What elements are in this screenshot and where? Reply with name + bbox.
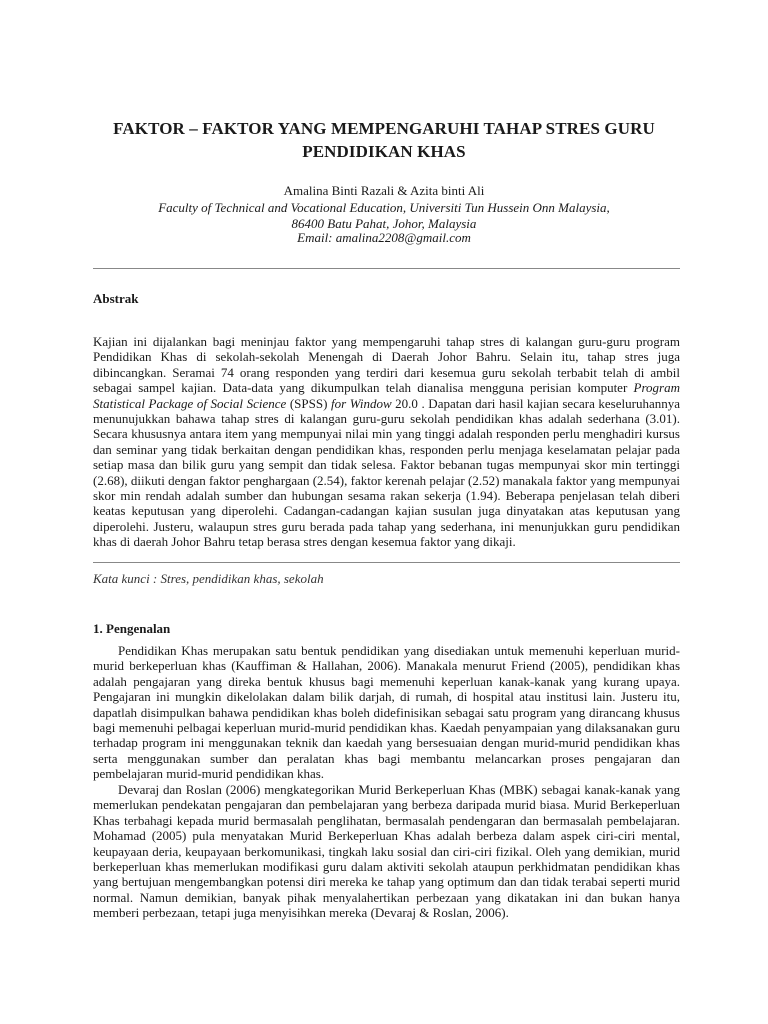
keywords: Kata kunci : Stres, pendidikan khas, sekolah: [93, 571, 324, 586]
abstract-spss-abbrev: (SPSS): [286, 395, 331, 411]
abstract-text-part-2: 20.0 . Dapatan dari hasil kajian secara keseluruhannya menunujukkan bahawa tahap stres di kalangan guru-guru sekolah pendidikan khas adalah sederhana (3.01). Secara khususnya antara item yang mempunyai nilai min yang tinggi adalah responden perlu menghadiri kursus dan seminar yang tidak berkaitan dengan pendidikan khas, responden perlu menjaga keselamatan pelajar pada setiap masa dan bilik guru yang sempit dan tidak selesa. Faktor bebanan tugas mempunyai skor min tertinggi (2.68), diikuti dengan faktor penghargaan (2.54), faktor kerenah pelajar (2.52) manakala faktor yang mempunyai skor min rendah adalah sumber dan hubungan sesama rakan sekerja (1.94). Beberapa penjelasan telah diberi keatas keputusan yang diperolehi. Cadangan-cadangan kajian susulan juga dinyatakan atas keputusan yang diperolehi. Justeru, walaupun stres guru berada pada tahap yang sederhana, ini menunjukkan guru pendidikan khas di daerah Johor Bahru tetap berasa stres dengan kesemua faktor yang dikaji.: [93, 395, 680, 550]
abstract-heading: Abstrak: [93, 291, 139, 306]
affiliation-line-2: 86400 Batu Pahat, Johor, Malaysia: [291, 216, 477, 231]
abstract-text: [93, 334, 680, 550]
section-heading-pengenalan: 1. Pengenalan: [93, 621, 171, 636]
body-paragraph-1: Pendidikan Khas merupakan satu bentuk pendidikan yang disediakan untuk memenuhi keperluan murid-murid berkeperluan khas (Kauffiman & Hallahan, 2006). Manakala menurut Friend (2005), pendidikan khas adalah pengajaran yang direka bentuk khusus bagi memenuhi keperluan kanak-kanak yang kurang upaya. Pengajaran ini mungkin dikelolakan dalam bilik darjah, di rumah, di hospital atau institusi lain. Justeru itu, dapatlah disimpulkan bahawa pendidikan khas boleh didefinisikan sebagai satu program yang dirancang khusus bagi memenuhi pelbagai keperluan murid-murid pendidikan khas. Kaedah penyampaian yang dilaksanakan guru terhadap program ini menggunakan teknik dan kaedah yang bersesuaian dengan murid-murid pendidikan khas serta menggunakan sumber dan peralatan khas bagi membantu melancarkan proses pengajaran dan pembelajaran murid-murid pendidikan khas.: [93, 643, 680, 782]
affiliation-line-1: Faculty of Technical and Vocational Education, Universiti Tun Hussein Onn Malaysia,: [158, 200, 610, 215]
abstract-spss-name: Program Statistical Package of Social Science: [93, 380, 680, 411]
title-line-2: PENDIDIKAN KHAS: [302, 142, 466, 161]
body-paragraph-2: Devaraj dan Roslan (2006) mengkategorikan Murid Berkeperluan Khas (MBK) sebagai kanak-kanak yang memerlukan pendekatan pengajaran dan pembelajaran yang berbeza daripada murid biasa. Murid Berkeperluan Khas terbahagi kepada murid bermasalah penglihatan, bermasalah pendengaran dan bermasalah pembelajaran. Mohamad (2005) pula menyatakan Murid Berkeperluan Khas adalah berbeza dalam aspek ciri-ciri mental, keupayaan deria, keupayaan berkomunikasi, tingkah laku sosial dan ciri-ciri fizikal. Oleh yang demikian, murid berkeperluan khas memerlukan modifikasi guru dalam aktiviti sekolah ataupun perkhidmatan pendidikan khas yang bertujuan mengembangkan potensi diri mereka ke tahap yang optimum dan dan tidak terabai seperti murid normal. Namun demikian, banyak pihak menyalahertikan perbezaan yang dikatakan ini dan bukan hanya memberi perbezaan, tetapi juga menyisihkan mereka (Devaraj & Roslan, 2006).: [93, 782, 680, 921]
abstract-divider: [93, 562, 680, 563]
title-line-1: FAKTOR – FAKTOR YANG MEMPENGARUHI TAHAP STRES GURU: [113, 119, 655, 138]
header-divider: [93, 268, 680, 269]
paper-title: [60, 117, 708, 163]
abstract-window-text: for Window: [331, 395, 392, 411]
author-names: Amalina Binti Razali & Azita binti Ali: [283, 183, 485, 198]
author-email: Email: amalina2208@gmail.com: [297, 230, 471, 245]
abstract-text-part-1: Kajian ini dijalankan bagi meninjau faktor yang mempengaruhi tahap stres di kalangan guru-guru program Pendidikan Khas di sekolah-sekolah Menengah di Daerah Johor Bahru. Selain itu, tahap stres juga dibincangkan. Seramai 74 orang responden yang terdiri dari kesemua guru sekolah terbabit telah di ambil sebagai sampel kajian. Data-data yang dikumpulkan telah dianalisa mengguna perisian komputer: [93, 334, 680, 396]
